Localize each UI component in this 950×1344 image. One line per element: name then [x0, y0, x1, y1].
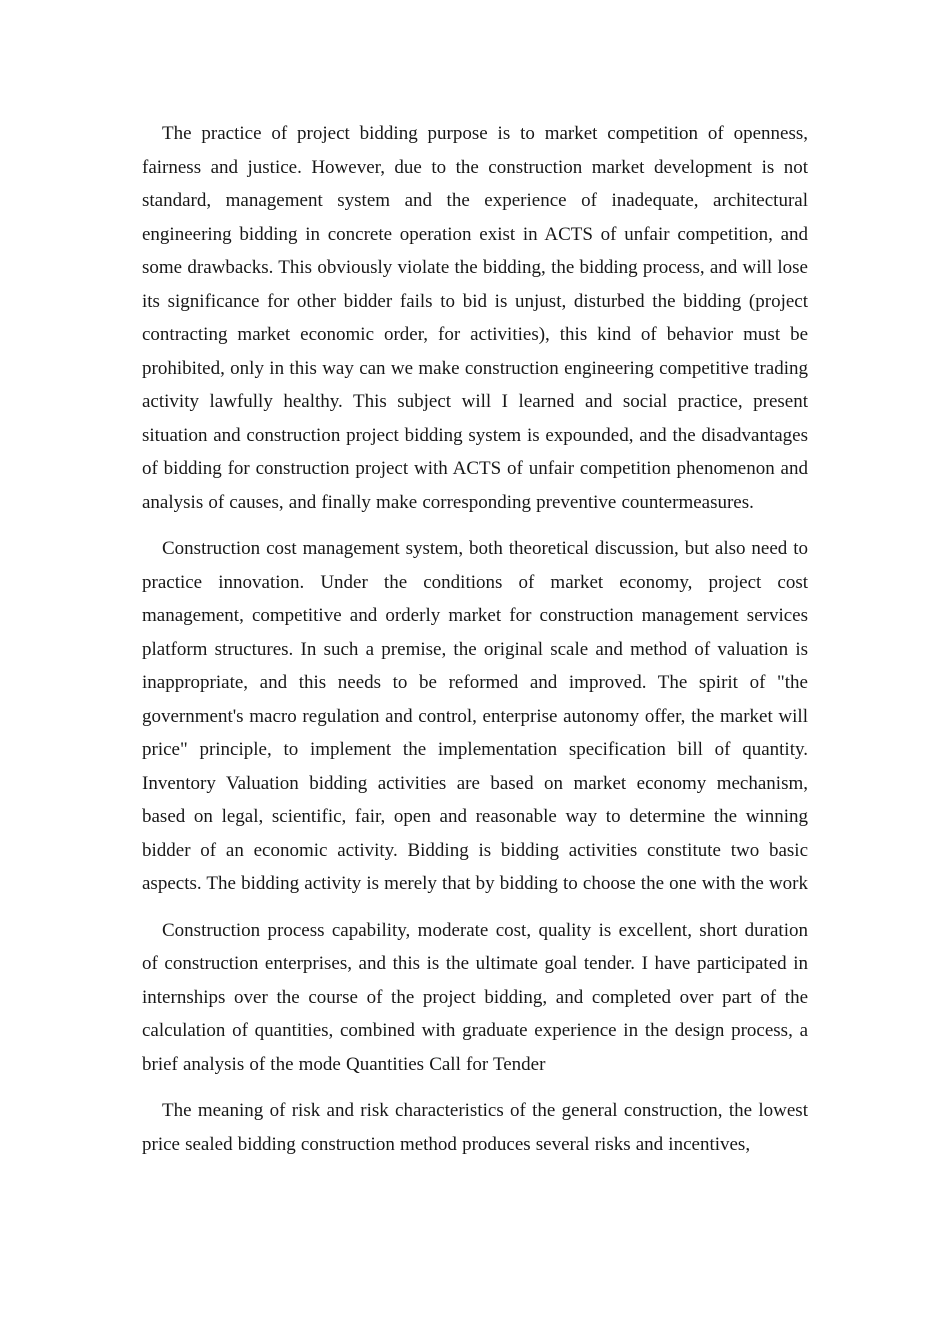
body-paragraph-1: The practice of project bidding purpose is to market competition of openness, fairness and justice. However, due to the construction market development is not standard, management system and the experience of inadequate, architectural engineering bidding in concrete operation exist in ACTS of unfair competition, and some drawbacks. This obviously violate the bidding, the bidding process, and will lose its significance for other bidder fails to bid is unjust, disturbed the bidding (project contracting market economic order, for activities), this kind of behavior must be prohibited, only in this way can we make construction engineering competitive trading activity lawfully healthy. This subject will I learned and social practice, present situation and construction project bidding system is expounded, and the disadvantages of bidding for construction project with ACTS of unfair competition phenomenon and analysis of causes, and finally make corresponding preventive countermeasures.	[142, 123, 808, 513]
document-text-column	[142, 117, 808, 1161]
body-paragraph-2: Construction cost management system, both theoretical discussion, but also need to practice innovation. Under the conditions of market economy, project cost management, competitive and orderly market for construction management services platform structures. In such a premise, the original scale and method of valuation is inappropriate, and this needs to be reformed and improved. The spirit of "the government's macro regulation and control, enterprise autonomy offer, the market will price" principle, to implement the implementation specification bill of quantity. Inventory Valuation bidding activities are based on market economy mechanism, based on legal, scientific, fair, open and reasonable way to determine the winning bidder of an economic activity. Bidding is bidding activities constitute two basic aspects. The bidding activity is merely that by bidding to choose the one with the work	[142, 538, 808, 894]
body-paragraph-3: Construction process capability, moderate cost, quality is excellent, short duration of construction enterprises, and this is the ultimate goal tender. I have participated in internships over the course of the project bidding, and completed over part of the calculation of quantities, combined with graduate experience in the design process, a brief analysis of the mode Quantities Call for Tender	[142, 919, 808, 1075]
body-paragraph-4: The meaning of risk and risk characteristics of the general construction, the lowest price sealed bidding construction method produces several risks and incentives,	[142, 1100, 808, 1155]
